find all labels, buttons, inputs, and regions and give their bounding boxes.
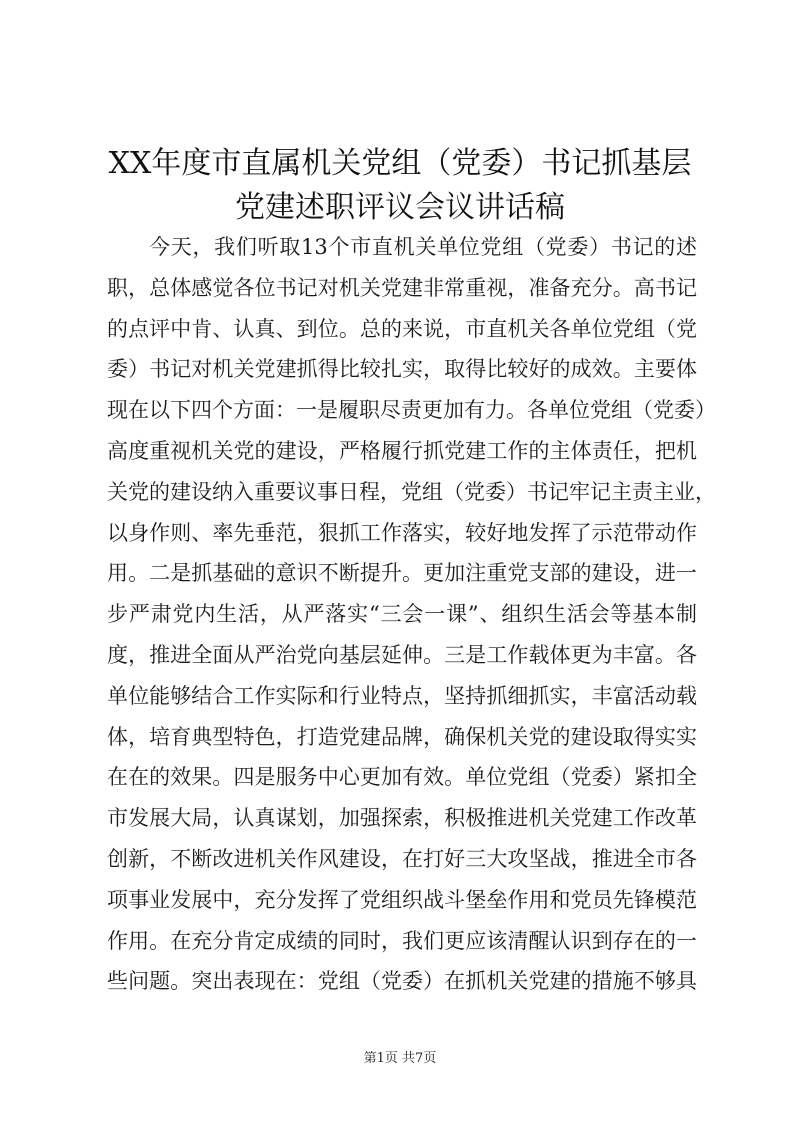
body-paragraph [107, 227, 716, 1002]
title-line-1: XX年度市直属机关党组（党委）书记抓基层 [108, 146, 692, 181]
body-line: 现在以下四个方面：一是履职尽责更加有力。各单位党组（党委） [107, 398, 716, 423]
body-line: 创新，不断改进机关作风建设，在打好三大攻坚战，推进全市各 [107, 846, 697, 871]
title-line-2: 党建述职评议会议讲话稿 [235, 190, 565, 225]
body-line: 度，推进全面从严治党向基层延伸。三是工作载体更为丰富。各 [107, 642, 697, 667]
body-line: 市发展大局，认真谋划，加强探索，积极推进机关党建工作改革 [107, 806, 697, 831]
body-line: 以身作则、率先垂范，狠抓工作落实，较好地发挥了示范带动作 [107, 520, 697, 545]
body-line: 步严肃党内生活，从严落实“三会一课”、组织生活会等基本制 [107, 602, 697, 627]
body-line: 用。二是抓基础的意识不断提升。更加注重党支部的建设，进一 [107, 561, 697, 586]
body-line: 职，总体感觉各位书记对机关党建非常重视，准备充分。高书记 [107, 275, 697, 300]
page-number-footer: 第1页 共7页 [363, 1051, 437, 1066]
body-line: 关党的建设纳入重要议事日程，党组（党委）书记牢记主责主业， [107, 479, 716, 504]
document-title [60, 142, 740, 230]
body-line: 今天，我们听取13个市直机关单位党组（党委）书记的述 [149, 235, 697, 259]
body-line: 的点评中肯、认真、到位。总的来说，市直机关各单位党组（党 [107, 316, 697, 341]
body-line: 项事业发展中，充分发挥了党组织战斗堡垒作用和党员先锋模范 [107, 887, 697, 912]
body-line: 高度重视机关党的建设，严格履行抓党建工作的主体责任，把机 [107, 438, 697, 463]
body-line: 体，培育典型特色，打造党建品牌，确保机关党的建设取得实实 [107, 724, 697, 749]
body-line: 在在的效果。四是服务中心更加有效。单位党组（党委）紧扣全 [107, 765, 697, 790]
body-line: 作用。在充分肯定成绩的同时，我们更应该清醒认识到存在的一 [107, 928, 697, 953]
body-line: 单位能够结合工作实际和行业特点，坚持抓细抓实，丰富活动载 [107, 683, 697, 708]
body-line: 些问题。突出表现在：党组（党委）在抓机关党建的措施不够具 [107, 969, 697, 994]
body-line: 委）书记对机关党建抓得比较扎实，取得比较好的成效。主要体 [107, 357, 697, 382]
